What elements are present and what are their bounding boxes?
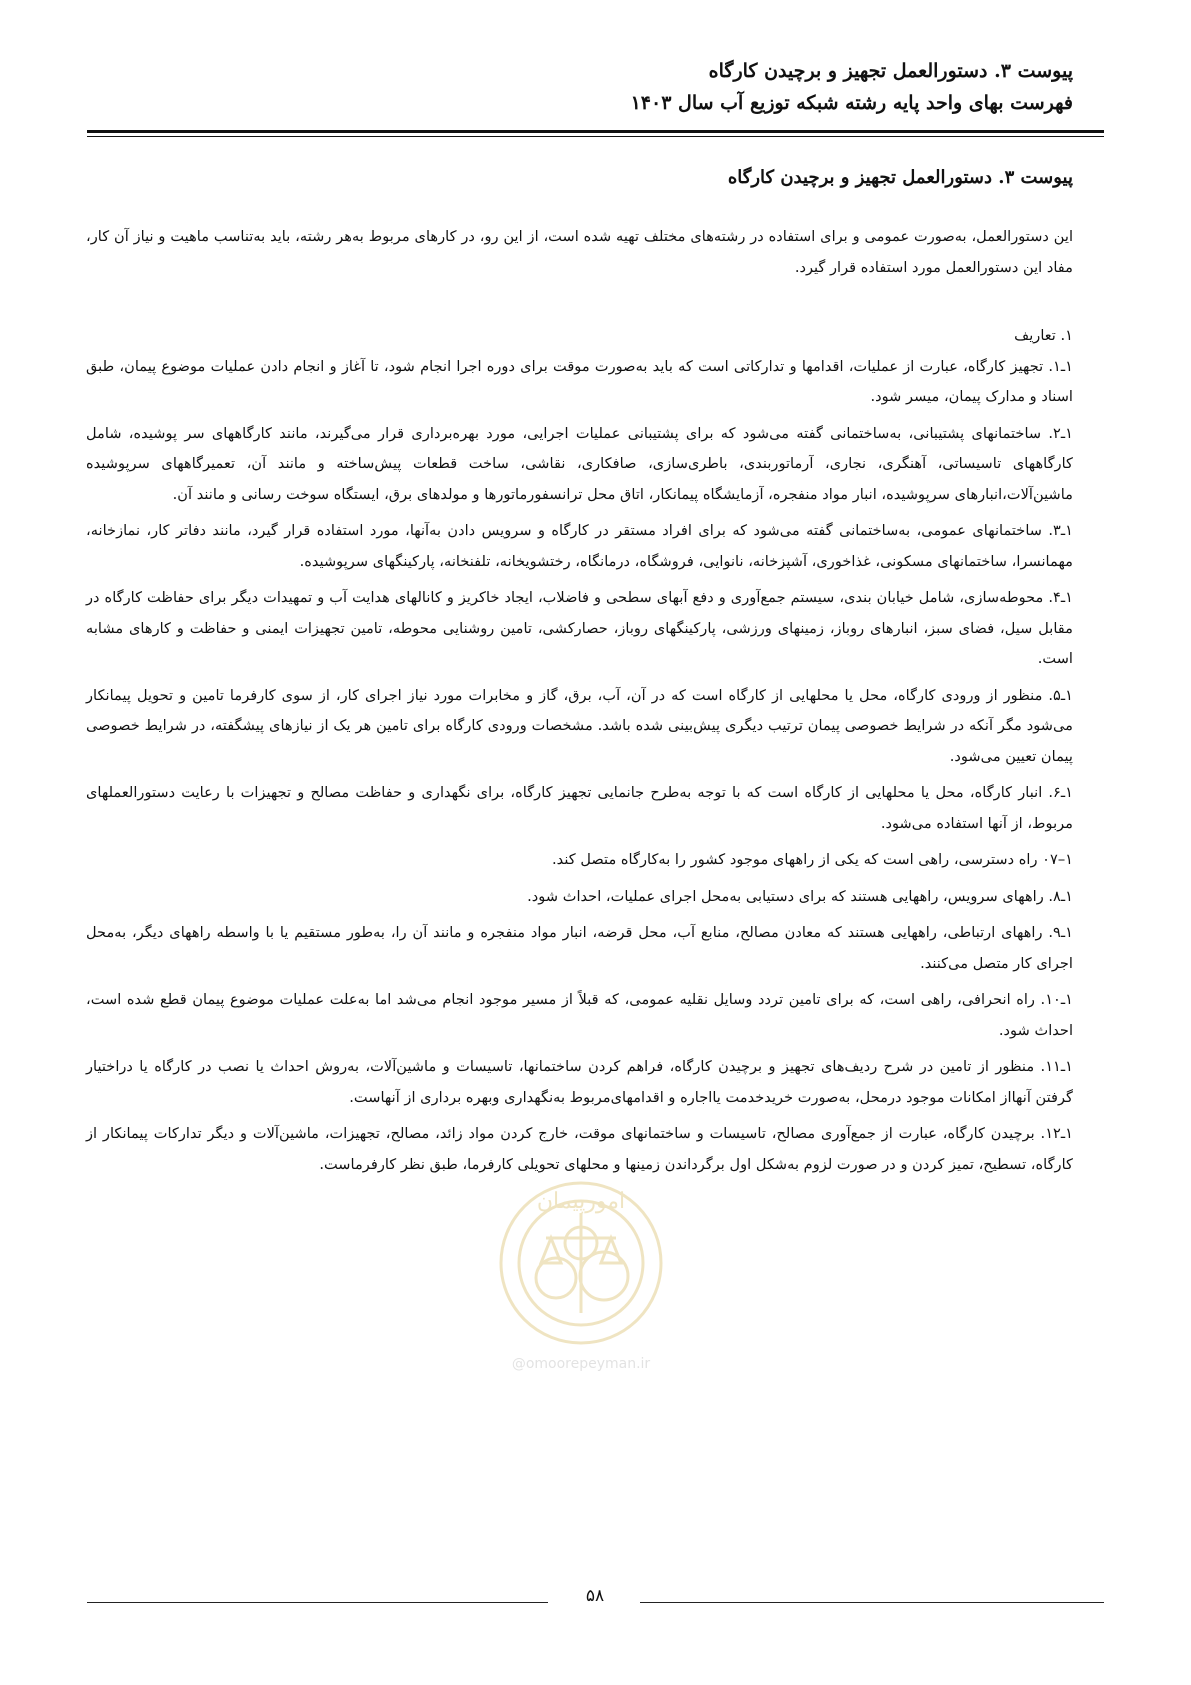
definitions-heading: ۱. تعاریف (1014, 327, 1073, 344)
footer-rule-left (87, 1602, 548, 1603)
definition-1-11: ۱ـ۱۱. منظور از تامین در شرح ردیف‌های تجهیز و برچیدن کارگاه، فراهم کردن ساختمانها، تاسیسات و ماشین‌آلات، به‌روش احداث یا نصب در کارگاه یا دراختیار گرفتن آنهااز امکانات موجود درمحل، به‌صورت خریدخدمت یااجاره و اقدامهای‌مربوط به‌نگهداری وبهره برداری از آنهاست. (86, 1058, 1073, 1106)
running-header-title: پیوست ۳. دستورالعمل تجهیز و برچیدن کارگاه (708, 60, 1073, 82)
definition-1-2: ۱ـ۲. ساختمانهای پشتیبانی، به‌ساختمانی گفته می‌شود که برای پشتیبانی عملیات اجرایی، مورد بهره‌برداری قرار می‌گیرند، مانند کارگاههای سر پوشیده، شامل کارگاههای تاسیساتی، آهنگری، نجاری، آرماتوربندی، باطری‌سازی، صافکاری، نقاشی، ساخت قطعات پیش‌ساخته و مانند آن، تعمیرگاههای سرپوشیده ماشین‌آلات،انبارهای سرپوشیده، انبار مواد منفجره، آزمایشگاه پیمانکار، اتاق محل ترانسفورماتورها و مولدهای برق، ایستگاه سوخت رسانی و مانند آن. (86, 424, 1073, 503)
header-rule-thin (87, 136, 1104, 137)
definition-1-8: ۱ـ۸. راههای سرویس، راههایی هستند که برای دستیابی به‌محل اجرای عملیات، احداث شود. (527, 887, 1073, 905)
definition-1-3: ۱ـ۳. ساختمانهای عمومی، به‌ساختمانی گفته می‌شود که برای افراد مستقر در کارگاه و سرویس دادن به‌آنها، مورد استفاده قرار گیرد، مانند دفاتر کار، نمازخانه، مهمانسرا، ساختمانهای مسکونی، غذاخوری، آشپزخانه، نانوایی، فروشگاه، درمانگاه، رختشویخانه، تلفنخانه، پارکینگهای سرپوشیده. (86, 522, 1073, 570)
section-title: پیوست ۳. دستورالعمل تجهیز و برچیدن کارگاه (727, 167, 1073, 188)
definition-1-4: ۱ـ۴. محوطه‌سازی، شامل خیابان بندی، سیستم جمع‌آوری و دفع آبهای سطحی و فاضلاب، ایجاد خاکریز و کانالهای هدایت آب و تمهیدات دیگر برای حفاظت کارگاه در مقابل سیل، فضای سبز، انبارهای روباز، زمینهای ورزشی، پارکینگهای روباز، حصارکشی، تامین روشنایی محوطه، تامین تجهیزات ایمنی و حفاظت و کارهای مشابه است. (86, 589, 1073, 667)
header-rule-thick (87, 130, 1104, 133)
definition-1-1: ۱ـ۱. تجهیز کارگاه، عبارت از عملیات، اقدامها و تدارکاتی است که باید به‌صورت موقت برای دوره اجرا انجام شود، تا آغاز و انجام دادن عملیات موضوع پیمان، طبق اسناد و مدارک پیمان، میسر شود. (86, 357, 1073, 405)
definition-1-10: ۱ـ۱۰. راه انحرافی، راهی است، که برای تامین تردد وسایل نقلیه عمومی، که قبلاً از مسیر موجود انجام می‌شد اما به‌علت عملیات موضوع پیمان قطع شده است، احداث شود. (86, 991, 1073, 1039)
watermark-logo (486, 1168, 676, 1383)
running-header-subtitle: فهرست بهای واحد پایه رشته شبکه توزیع آب سال ۱۴۰۳ (630, 92, 1073, 114)
document-body (86, 222, 1073, 1186)
watermark-site-text: @omoorepeyman.ir (511, 1356, 651, 1372)
definition-1-9: ۱ـ۹. راههای ارتباطی، راههایی هستند که معادن مصالح، منابع آب، محل قرضه، انبار مواد منفجره و مانند آن را، به‌طور مستقیم یا با واسطه راههای دیگر، به‌محل اجرای کار متصل می‌کنند. (86, 924, 1073, 972)
definition-1-6: ۱ـ۶. انبار کارگاه، محل یا محلهایی از کارگاه است که با توجه به‌طرح جانمایی تجهیز کارگاه، برای نگهداری و حفاظت مصالح و تجهیزات با رعایت دستورالعملهای مربوط، از آنها استفاده می‌شود. (86, 784, 1073, 832)
definition-1-12: ۱ـ۱۲. برچیدن کارگاه، عبارت از جمع‌آوری مصالح، تاسیسات و ساختمانهای موقت، خارج کردن مواد زائد، مصالح، تجهیزات، ماشین‌آلات و دیگر تدارکات پیمانکار از کارگاه، تسطیح، تمیز کردن و در صورت لزوم به‌شکل اول برگرداندن زمینها و محلهای تحویلی کارفرما، طبق نظر کارفرماست. (86, 1125, 1073, 1173)
definition-1-5: ۱ـ۵. منظور از ورودی کارگاه، محل یا محلهایی از کارگاه است که در آن، آب، برق، گاز و مخابرات مورد نیاز اجرای کار، از سوی کارفرما تامین و تحویل پیمانکار می‌شود مگر آنکه در شرایط خصوصی پیمان ترتیب دیگری پیش‌بینی شده باشد. مشخصات ورودی کارگاه برای تامین هر یک از نیازهای پیشگفته، در شرایط خصوصی پیمان تعیین می‌شود. (86, 686, 1073, 765)
definition-1-7: ۱–۰۷ راه دسترسی، راهی است که یکی از راههای موجود کشور را به‌کارگاه متصل کند. (552, 851, 1073, 868)
intro-paragraph: این دستورالعمل، به‌صورت عمومی و برای استفاده در رشته‌های مختلف تهیه شده است، از این رو، در کارهای مربوط به‌هر رشته، باید به‌تناسب ماهیت و نیاز آن کار، مفاد این دستورالعمل مورد استفاده قرار گیرد. (86, 228, 1073, 276)
watermark-logo-text: امورپیمان (536, 1189, 626, 1214)
footer-rule-right (640, 1602, 1104, 1603)
page-number: ۵۸ (585, 1586, 605, 1606)
